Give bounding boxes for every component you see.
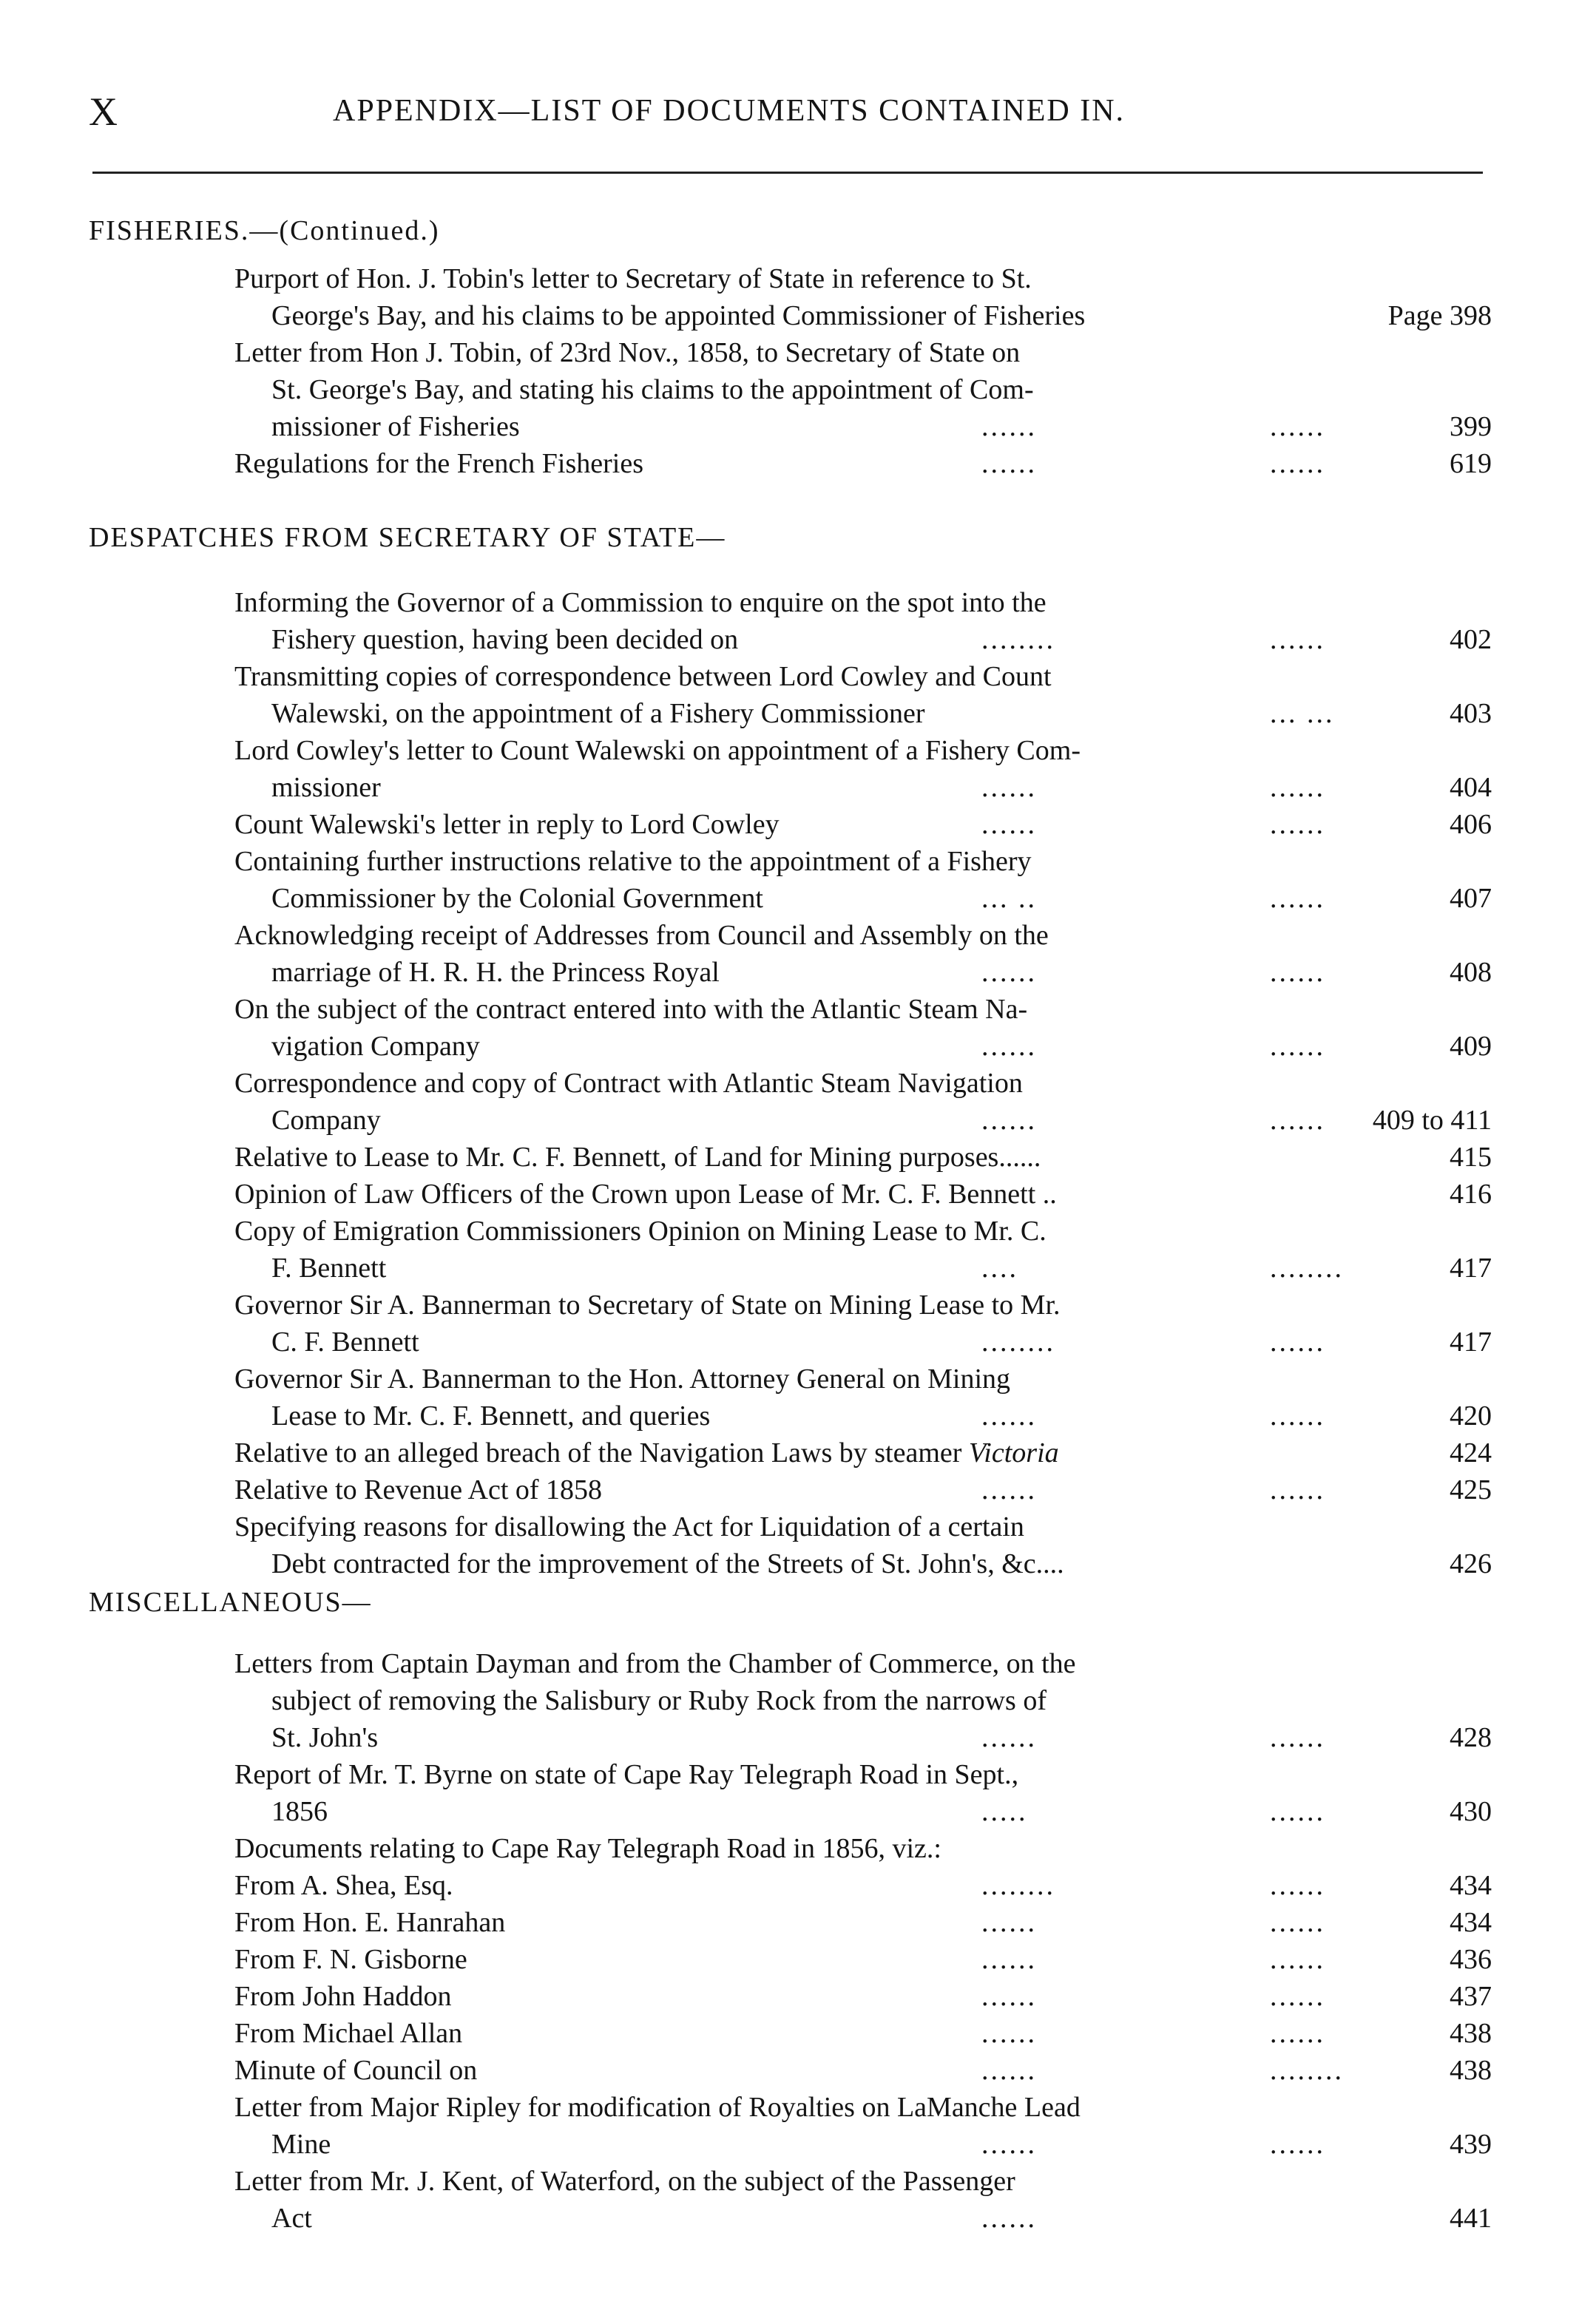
entry-text: Report of Mr. T. Byrne on state of Cape Ray Telegraph Road in Sept., [234, 1759, 1019, 1790]
page-ref: 438 [1450, 2055, 1492, 2086]
entry-text: Company [271, 1105, 381, 1136]
page-ref: 430 [1450, 1796, 1492, 1827]
entry-text: C. F. Bennett [271, 1327, 419, 1358]
entry-text: Lease to Mr. C. F. Bennett, and queries [271, 1400, 711, 1432]
entry-text: Letter from Major Ripley for modification of Royalties on LaManche Lead [234, 2092, 1081, 2123]
page-ref: 417 [1450, 1327, 1492, 1358]
toc-entry [234, 1941, 1492, 1978]
page-ref: 436 [1450, 1944, 1492, 1975]
leader-dots: ........ [981, 1870, 1055, 1901]
entry-text: Lord Cowley's letter to Count Walewski on appointment of a Fishery Com- [234, 735, 1081, 766]
running-title: APPENDIX—LIST OF DOCUMENTS CONTAINED IN. [333, 94, 1126, 128]
leader-dots: ...... [981, 2129, 1037, 2160]
toc-entry [234, 1756, 1492, 1830]
entry-text: Opinion of Law Officers of the Crown upon Lease of Mr. C. F. Bennett .. [234, 1179, 1057, 1210]
entry-text: Letter from Mr. J. Kent, of Waterford, on the subject of the Passenger [234, 2166, 1015, 2197]
entry-text: From Hon. E. Hanrahan [234, 1907, 506, 1938]
entry-text: Minute of Council on [234, 2055, 478, 2086]
entry-text: Documents relating to Cape Ray Telegraph Road in 1856, viz.: [234, 1833, 941, 1864]
leader-dots: ...... [1270, 624, 1325, 655]
page-ref: 425 [1450, 1474, 1492, 1505]
leader-dots: ... ... [1270, 698, 1335, 729]
page-ref: 399 [1450, 411, 1492, 442]
page-ref: 434 [1450, 1870, 1492, 1901]
toc-entry [234, 1139, 1492, 1176]
toc-entry [234, 1978, 1492, 2015]
toc-entry [234, 843, 1492, 917]
leader-dots: ...... [981, 411, 1037, 442]
page-header [89, 89, 1487, 140]
leader-dots: ...... [1270, 957, 1325, 988]
leader-dots: ...... [1270, 411, 1325, 442]
toc-entry [234, 2052, 1492, 2089]
page-ref: 415 [1450, 1142, 1492, 1173]
leader-dots: ...... [1270, 1400, 1325, 1432]
entry-text: Purport of Hon. J. Tobin's letter to Secretary of State in reference to St. [234, 263, 1032, 294]
entry-text: Act [271, 2203, 312, 2234]
leader-dots: ...... [1270, 1796, 1325, 1827]
leader-dots: ...... [981, 957, 1037, 988]
leader-dots: ...... [1270, 1722, 1325, 1753]
entry-text: Relative to Revenue Act of 1858 [234, 1474, 603, 1505]
page-ref: 408 [1450, 957, 1492, 988]
leader-dots: ...... [981, 1474, 1037, 1505]
header-rule [92, 172, 1483, 174]
ship-name: Victoria [968, 1437, 1059, 1468]
entry-text: Specifying reasons for disallowing the Act for Liquidation of a certain [234, 1511, 1024, 1542]
page-ref: 619 [1450, 448, 1492, 479]
entry-text: Regulations for the French Fisheries [234, 448, 644, 479]
entry-text: Letter from Hon J. Tobin, of 23rd Nov., 1858, to Secretary of State on [234, 337, 1021, 368]
entry-text: missioner of Fisheries [271, 411, 520, 442]
entry-text: Acknowledging receipt of Addresses from Council and Assembly on the [234, 920, 1049, 951]
entry-text: Commissioner by the Colonial Government [271, 883, 763, 914]
entry-text: Walewski, on the appointment of a Fishery Commissioner [271, 698, 925, 729]
toc-entry [234, 2015, 1492, 2052]
page-ref: 402 [1450, 624, 1492, 655]
entry-text: Correspondence and copy of Contract with Atlantic Steam Navigation [234, 1068, 1023, 1099]
entry-text: Letters from Captain Dayman and from the Chamber of Commerce, on the [234, 1648, 1076, 1679]
entry-text: From Michael Allan [234, 2018, 463, 2049]
toc-entry [234, 1904, 1492, 1941]
leader-dots: ...... [1270, 448, 1325, 479]
toc-entry [234, 334, 1492, 445]
leader-dots: ...... [1270, 1327, 1325, 1358]
leader-dots: ...... [1270, 1944, 1325, 1975]
page-ref: 428 [1450, 1722, 1492, 1753]
leader-dots: ...... [981, 809, 1037, 840]
leader-dots: ...... [1270, 883, 1325, 914]
page-ref: 424 [1450, 1437, 1492, 1468]
toc-entry [234, 1287, 1492, 1361]
leader-dots: ...... [1270, 1981, 1325, 2012]
toc-entry [234, 1361, 1492, 1434]
entry-text: Transmitting copies of correspondence between Lord Cowley and Count [234, 661, 1052, 692]
leader-dots: ...... [981, 448, 1037, 479]
leader-dots: ...... [981, 1907, 1037, 1938]
page-ref: 407 [1450, 883, 1492, 914]
leader-dots: ........ [1270, 1253, 1344, 1284]
leader-dots: ...... [1270, 772, 1325, 803]
page-ref: 403 [1450, 698, 1492, 729]
entry-text: F. Bennett [271, 1253, 387, 1284]
toc-entry [234, 917, 1492, 991]
entry-text: Containing further instructions relative to the appointment of a Fishery [234, 846, 1032, 877]
leader-dots: .... [981, 1253, 1018, 1284]
leader-dots: ...... [1270, 1105, 1325, 1136]
page-ref: 438 [1450, 2018, 1492, 2049]
entry-text: Count Walewski's letter in reply to Lord Cowley [234, 809, 780, 840]
section-heading-despatches: DESPATCHES FROM SECRETARY OF STATE— [89, 522, 726, 553]
leader-dots: ...... [981, 1944, 1037, 1975]
section-heading-miscellaneous: MISCELLANEOUS— [89, 1587, 372, 1618]
page-number: X [89, 89, 119, 134]
leader-dots: ... .. [981, 883, 1037, 914]
page-ref: 434 [1450, 1907, 1492, 1938]
entry-text: vigation Company [271, 1031, 480, 1062]
toc-entry [234, 1176, 1492, 1213]
leader-dots: ...... [981, 2018, 1037, 2049]
entry-text: Informing the Governor of a Commission to enquire on the spot into the [234, 587, 1047, 618]
toc-entry [234, 1830, 1492, 1867]
leader-dots: ........ [981, 624, 1055, 655]
page-ref: 417 [1450, 1253, 1492, 1284]
entry-text: Debt contracted for the improvement of the Streets of St. John's, &c.... [271, 1548, 1064, 1579]
leader-dots: ...... [1270, 1474, 1325, 1505]
page-ref: 420 [1450, 1400, 1492, 1432]
entry-text: marriage of H. R. H. the Princess Royal [271, 957, 720, 988]
entry-text: From F. N. Gisborne [234, 1944, 467, 1975]
leader-dots: ...... [1270, 2018, 1325, 2049]
entry-text: Relative to Lease to Mr. C. F. Bennett, of Land for Mining purposes...... [234, 1142, 1041, 1173]
entry-text: Governor Sir A. Bannerman to Secretary of State on Mining Lease to Mr. [234, 1290, 1061, 1321]
page-ref: 437 [1450, 1981, 1492, 2012]
leader-dots: ........ [981, 1327, 1055, 1358]
page-ref: 406 [1450, 809, 1492, 840]
entry-text: 1856 [271, 1796, 328, 1827]
leader-dots: ...... [981, 1031, 1037, 1062]
leader-dots: ...... [981, 1981, 1037, 2012]
leader-dots: ...... [981, 2203, 1037, 2234]
page-ref: 416 [1450, 1179, 1492, 1210]
page-ref: 409 to 411 [1372, 1105, 1492, 1136]
toc-entry [234, 445, 1492, 482]
toc-entry [234, 1434, 1492, 1471]
page-ref: 426 [1450, 1548, 1492, 1579]
leader-dots: ...... [981, 1105, 1037, 1136]
toc-entry [234, 2163, 1492, 2237]
entry-text: On the subject of the contract entered into with the Atlantic Steam Na- [234, 994, 1028, 1025]
leader-dots: ...... [1270, 2129, 1325, 2160]
entry-text: Fishery question, having been decided on [271, 624, 739, 655]
entry-text: missioner [271, 772, 381, 803]
entry-text: Governor Sir A. Bannerman to the Hon. Attorney General on Mining [234, 1363, 1011, 1395]
page-ref: 441 [1450, 2203, 1492, 2234]
leader-dots: ..... [981, 1796, 1028, 1827]
leader-dots: ...... [981, 1400, 1037, 1432]
entry-text: subject of removing the Salisbury or Ruby Rock from the narrows of [271, 1685, 1047, 1716]
page-ref: Page 398 [1387, 300, 1492, 331]
leader-dots: ...... [981, 2055, 1037, 2086]
toc-entry [234, 1867, 1492, 1904]
entry-text: Copy of Emigration Commissioners Opinion on Mining Lease to Mr. C. [234, 1216, 1047, 1247]
section-heading-fisheries: FISHERIES.—(Continued.) [89, 215, 440, 246]
entry-text: Mine [271, 2129, 331, 2160]
leader-dots: ...... [1270, 1907, 1325, 1938]
entry-text: St. John's [271, 1722, 379, 1753]
toc-entry [234, 991, 1492, 1065]
toc-entry [234, 732, 1492, 806]
entry-text: George's Bay, and his claims to be appointed Commissioner of Fisheries [271, 300, 1086, 331]
page-ref: 404 [1450, 772, 1492, 803]
toc-entry [234, 1065, 1492, 1139]
leader-dots: ...... [1270, 1031, 1325, 1062]
leader-dots: ...... [1270, 809, 1325, 840]
toc-entry [234, 2089, 1492, 2163]
toc-entry [234, 806, 1492, 843]
toc-entry [234, 1213, 1492, 1287]
leader-dots: ...... [981, 772, 1037, 803]
leader-dots: ...... [981, 1722, 1037, 1753]
entry-text: From A. Shea, Esq. [234, 1870, 453, 1901]
entry-text: From John Haddon [234, 1981, 452, 2012]
toc-entry [234, 1645, 1492, 1756]
toc-entry [234, 1471, 1492, 1508]
toc-entry [234, 1508, 1492, 1582]
page-ref: 409 [1450, 1031, 1492, 1062]
toc-entry [234, 260, 1492, 334]
leader-dots: ...... [1270, 1870, 1325, 1901]
toc-entry [234, 658, 1492, 732]
entry-text: Relative to an alleged breach of the Navigation Laws by steamer [234, 1437, 962, 1468]
entry-text: St. George's Bay, and stating his claims to the appointment of Com- [271, 374, 1034, 405]
leader-dots: ........ [1270, 2055, 1344, 2086]
page-ref: 439 [1450, 2129, 1492, 2160]
toc-entry [234, 584, 1492, 658]
